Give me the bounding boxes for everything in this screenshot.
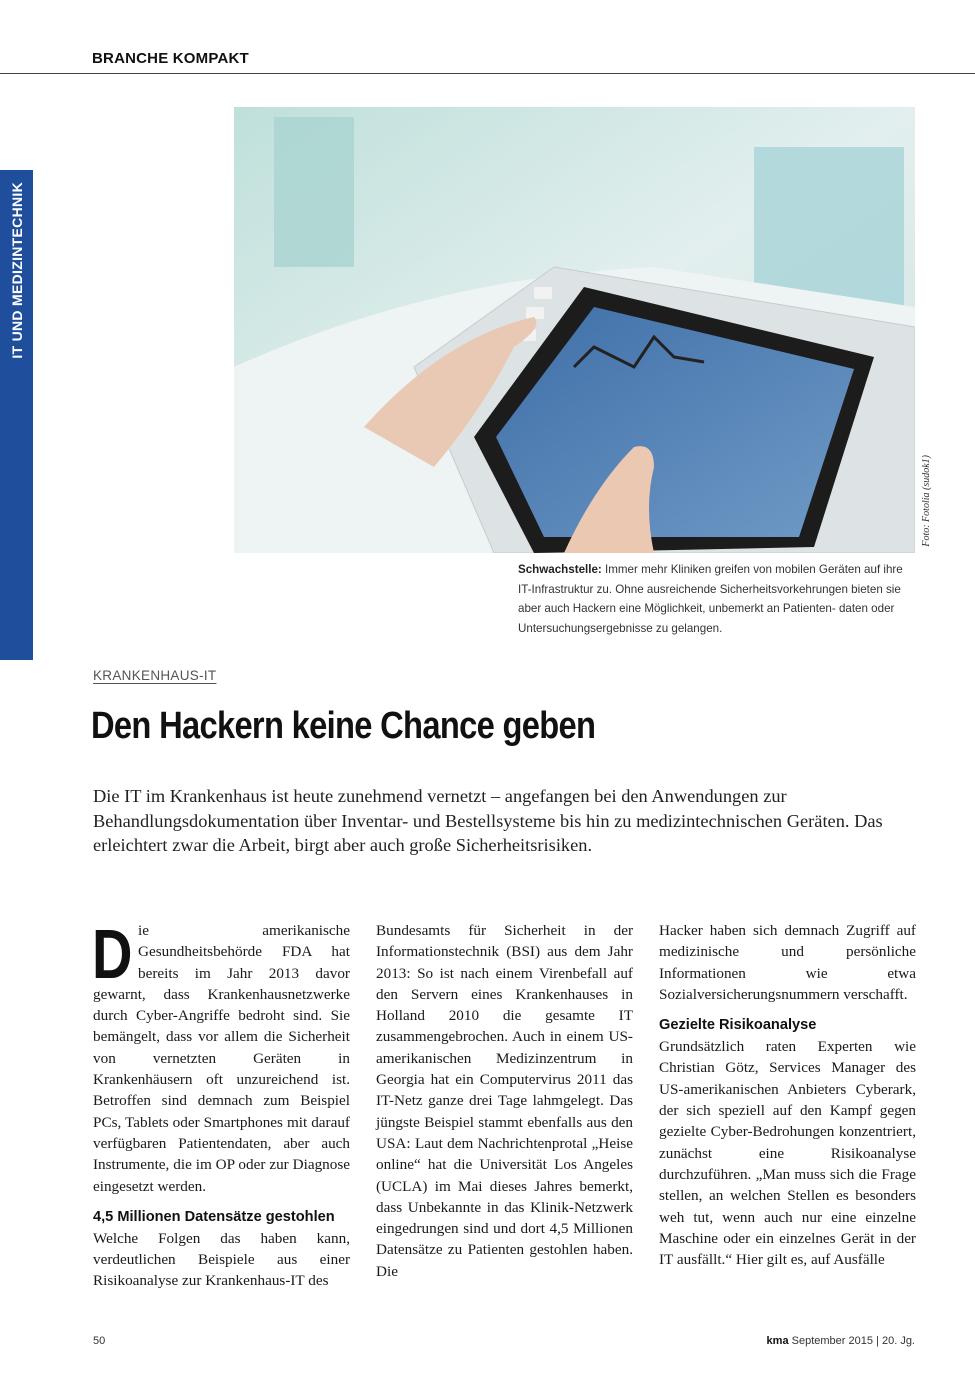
photo-caption xyxy=(518,560,918,638)
article-column-1 xyxy=(92,915,350,1292)
article-photo xyxy=(234,107,915,553)
article-kicker: KRANKENHAUS-IT xyxy=(93,668,217,683)
photo-credit: Foto: Fotolia (sudok1) xyxy=(921,455,932,547)
issue-date: September 2015 xyxy=(791,1335,873,1347)
article-column-2 xyxy=(376,920,633,1282)
column-text: ie amerikanische Gesundheitsbehörde FDA hat bereits im Jahr 2013 davor gewarnt, dass Krankenhausnetzwerke durch Cyber-Angriffe bedroht sind. Sie bemängelt, dass vor allem die Sicherheit von vernetzten Geräten in Krankenhäusern oft unzureichend ist. Betroffen sind demnach zum Beispiel PCs, Tablets oder Smartphones mit darauf verfügbaren Patientendaten, aber auch Instrumente, die im OP oder zur Diagnose eingesetzt werden. xyxy=(93,922,350,1195)
column-paragraph: Hacker haben sich demnach Zugriff auf medizinische und persönliche Informationen wie etwa Sozialversicherungsnummern verschafft. xyxy=(659,922,916,1003)
caption-text: Immer mehr Kliniken greifen von mobilen Geräten auf ihre IT-Infrastruktur zu. Ohne ausreichende Sicherheitsvorkehrungen bieten sie aber auch Hackern eine Möglichkeit, unbemerkt an Patienten- daten oder Untersuchungsergebnisse zu gelangen. xyxy=(518,563,903,635)
photo-illustration xyxy=(234,107,915,553)
footer-separator: | xyxy=(876,1335,879,1347)
article-lead: Die IT im Krankenhaus ist heute zunehmend vernetzt – angefangen bei den Anwendungen zur Behandlungsdokumentation über Inventar- und Bestellsysteme bis hin zu medizintechnischen Geräten. Das erleichtert zwar die Arbeit, birgt aber auch große Sicherheitsrisiken. xyxy=(93,786,883,855)
side-section-tab xyxy=(0,170,33,660)
article-column-3 xyxy=(659,920,916,1270)
page-number: 50 xyxy=(93,1335,106,1347)
article-headline: Den Hackern keine Chance geben xyxy=(91,705,596,747)
subheading: 4,5 Millionen Datensätze gestohlen xyxy=(93,1208,335,1225)
dropcap: D xyxy=(92,915,133,993)
publication-brand: kma xyxy=(766,1335,789,1347)
side-tab-label: IT UND MEDIZINTECHNIK xyxy=(8,182,25,359)
subheading: Gezielte Risikoanalyse xyxy=(659,1017,817,1034)
column-paragraph: Grundsätzlich raten Experten wie Christian Götz, Services Manager des US-amerikanischen Anbieters Cyberark, der sich speziell auf den Kampf gegen gezielte Cyber-Bedrohungen konzentriert, zunächst eine Risikoanalyse durchzuführen. „Man muss sich die Frage stellen, an welchen Stellen es besonders weh tut, wenn auch nur eine einzelne Maschine oder ein einzelnes Gerät in der IT ausfällt.“ Hier gilt es, auf Ausfälle xyxy=(659,1038,916,1269)
footer-issue-info xyxy=(767,1335,915,1347)
caption-lead: Schwachstelle: xyxy=(518,563,602,576)
column-paragraph: Bundesamts für Sicherheit in der Informationstechnik (BSI) aus dem Jahr 2013: So ist nach einem Virenbefall auf den Servern eines Krankenhauses in Holland 2010 die gesamte IT zusammengebrochen. Auch in einem US-amerikanischen Medizinzentrum in Georgia hat ein Computervirus 2011 das IT-Netz ganze drei Tage lahmgelegt. Das jüngste Beispiel stammt ebenfalls aus den USA: Laut dem Nachrichtenprotal „Heise online“ hat die Universität Los Angeles (UCLA) im Mai dieses Jahres bemerkt, dass Unbekannte in das Klinik-Netzwerk eingedrungen sind und dort 4,5 Millionen Datensätze zu Patienten gestohlen haben. Die xyxy=(376,922,633,1280)
section-header: BRANCHE KOMPAKT xyxy=(92,50,249,67)
volume: 20. Jg. xyxy=(881,1335,915,1347)
header-divider xyxy=(0,73,975,74)
column-paragraph xyxy=(92,915,350,1197)
column-paragraph: Welche Folgen das haben kann, verdeutlichen Beispiele aus einer Risikoanalyse zur Krankenhaus-IT des xyxy=(93,1229,350,1290)
